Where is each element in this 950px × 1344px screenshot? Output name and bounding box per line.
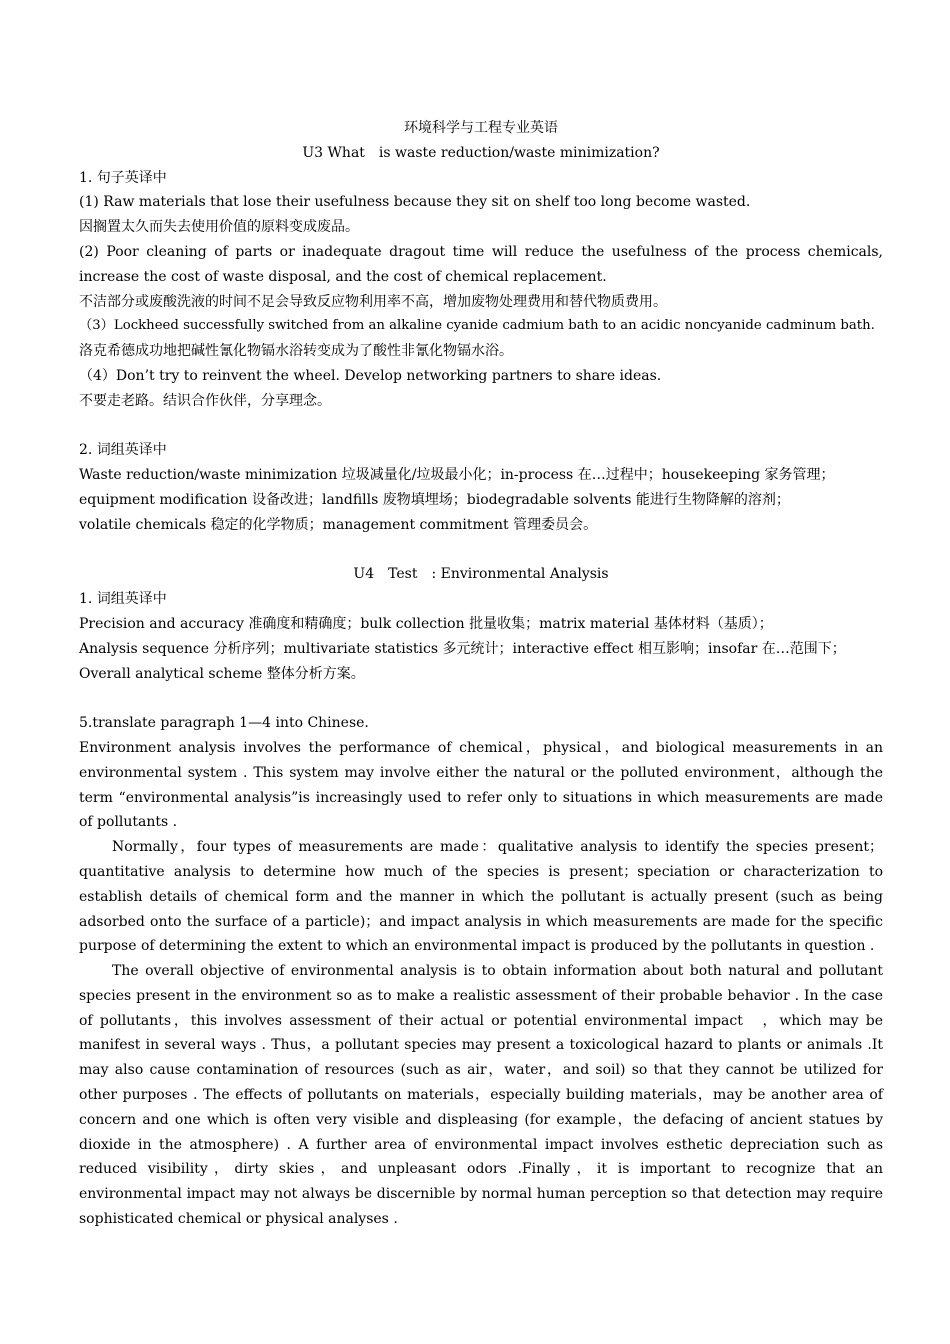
unit3-terms-line-1: Waste reduction/waste minimization 垃圾减量化/垃圾最小化；in-process 在…过程中；housekeeping 家务管理； xyxy=(79,467,835,484)
unit4-terms-line-2: Analysis sequence 分析序列；multivariate statistics 多元统计；interactive effect 相互影响；insofar 在…范围下； xyxy=(79,640,846,657)
unit3-terms-line-3: volatile chemicals 稳定的化学物质；management commitment 管理委员会。 xyxy=(79,516,598,533)
unit3-terms-line-2: equipment modification 设备改进；landfills 废物填埋场；biodegradable solvents 能进行生物降解的溶剂； xyxy=(79,491,790,508)
unit3-section1-heading: 1. 句子英译中 xyxy=(79,169,167,186)
document-page xyxy=(79,116,883,1232)
sentence1-chinese: 因搁置太久而失去使用价值的原料变成废品。 xyxy=(79,219,359,236)
sentence3-english: （3）Lockheed successfully switched from an alkaline cyanide cadmium bath to an acidic noncyanide cadminum bath. xyxy=(79,318,875,334)
paragraph-2: Normally，four types of measurements are made：qualitative analysis to identify the species present；quantitative analysis to determine how much of the species is present；speciation or characterization to establish details of chemical form and the manner in which the pollutant is actually present (such as being adsorbed onto the surface of a particle)；and impact analysis in which measurements are made for the specific purpose of determining the extent to which an environmental impact is produced by the pollutants in question . xyxy=(79,839,883,955)
document-title: 环境科学与工程专业英语 xyxy=(404,120,558,136)
spacer xyxy=(79,414,883,439)
spacer xyxy=(79,538,883,563)
unit4-terms-line-3: Overall analytical scheme 整体分析方案。 xyxy=(79,665,365,682)
unit4-title: U4 Test : Environmental Analysis xyxy=(353,566,609,583)
sentence3-chinese: 洛克希德成功地把碱性氰化物镉水浴转变成为了酸性非氰化物镉水浴。 xyxy=(79,343,513,360)
unit4-terms-line-1: Precision and accuracy 准确度和精确度；bulk collection 批量收集；matrix material 基体材料（基质）； xyxy=(79,615,773,632)
sentence2-english: (2) Poor cleaning of parts or inadequate dragout time will reduce the usefulness of the process chemicals, increase the cost of waste disposal, and the cost of chemical replacement. xyxy=(79,243,883,285)
sentence1-english: (1) Raw materials that lose their usefulness because they sit on shelf too long become wasted. xyxy=(79,194,751,211)
spacer xyxy=(79,686,883,711)
paragraph-3: The overall objective of environmental analysis is to obtain information about both natural and pollutant species present in the environment so as to make a realistic assessment of their probable behavior . In the case of pollutants，this involves assessment of their actual or potential environmental impact ，which may be manifest in several ways . Thus，a pollutant species may present a toxicological hazard to plants or animals .It may also cause contamination of resources (such as air，water，and soil) so that they cannot be utilized for other purposes . The effects of pollutants on materials，especially building materials，may be another area of concern and one which is often very visible and displeasing (for example，the defacing of ancient statues by dioxide in the atmosphere) . A further area of environmental impact involves esthetic depreciation such as reduced visibility，dirty skies，and unpleasant odors .Finally，it is important to recognize that an environmental impact may not always be discernible by normal human perception so that detection may require sophisticated chemical or physical analyses . xyxy=(79,963,883,1228)
sentence2-chinese: 不洁部分或废酸洗液的时间不足会导致反应物利用率不高，增加废物处理费用和替代物质费用。 xyxy=(79,293,667,310)
sentence4-chinese: 不要走老路。结识合作伙伴，分享理念。 xyxy=(79,392,331,409)
unit4-section5-heading: 5.translate paragraph 1—4 into Chinese. xyxy=(79,715,369,732)
unit3-title: U3 What is waste reduction/waste minimization? xyxy=(302,144,660,161)
paragraph-1: Environment analysis involves the performance of chemical，physical，and biological measurements in an environmental system . This system may involve either the natural or the polluted environment，although the term “environmental analysis”is increasingly used to refer only to situations in which measurements are made of pollutants . xyxy=(79,739,883,831)
unit4-section1-heading: 1. 词组英译中 xyxy=(79,591,167,608)
sentence4-english: （4）Don’t try to reinvent the wheel. Develop networking partners to share ideas. xyxy=(79,367,662,384)
unit3-section2-heading: 2. 词组英译中 xyxy=(79,442,167,459)
